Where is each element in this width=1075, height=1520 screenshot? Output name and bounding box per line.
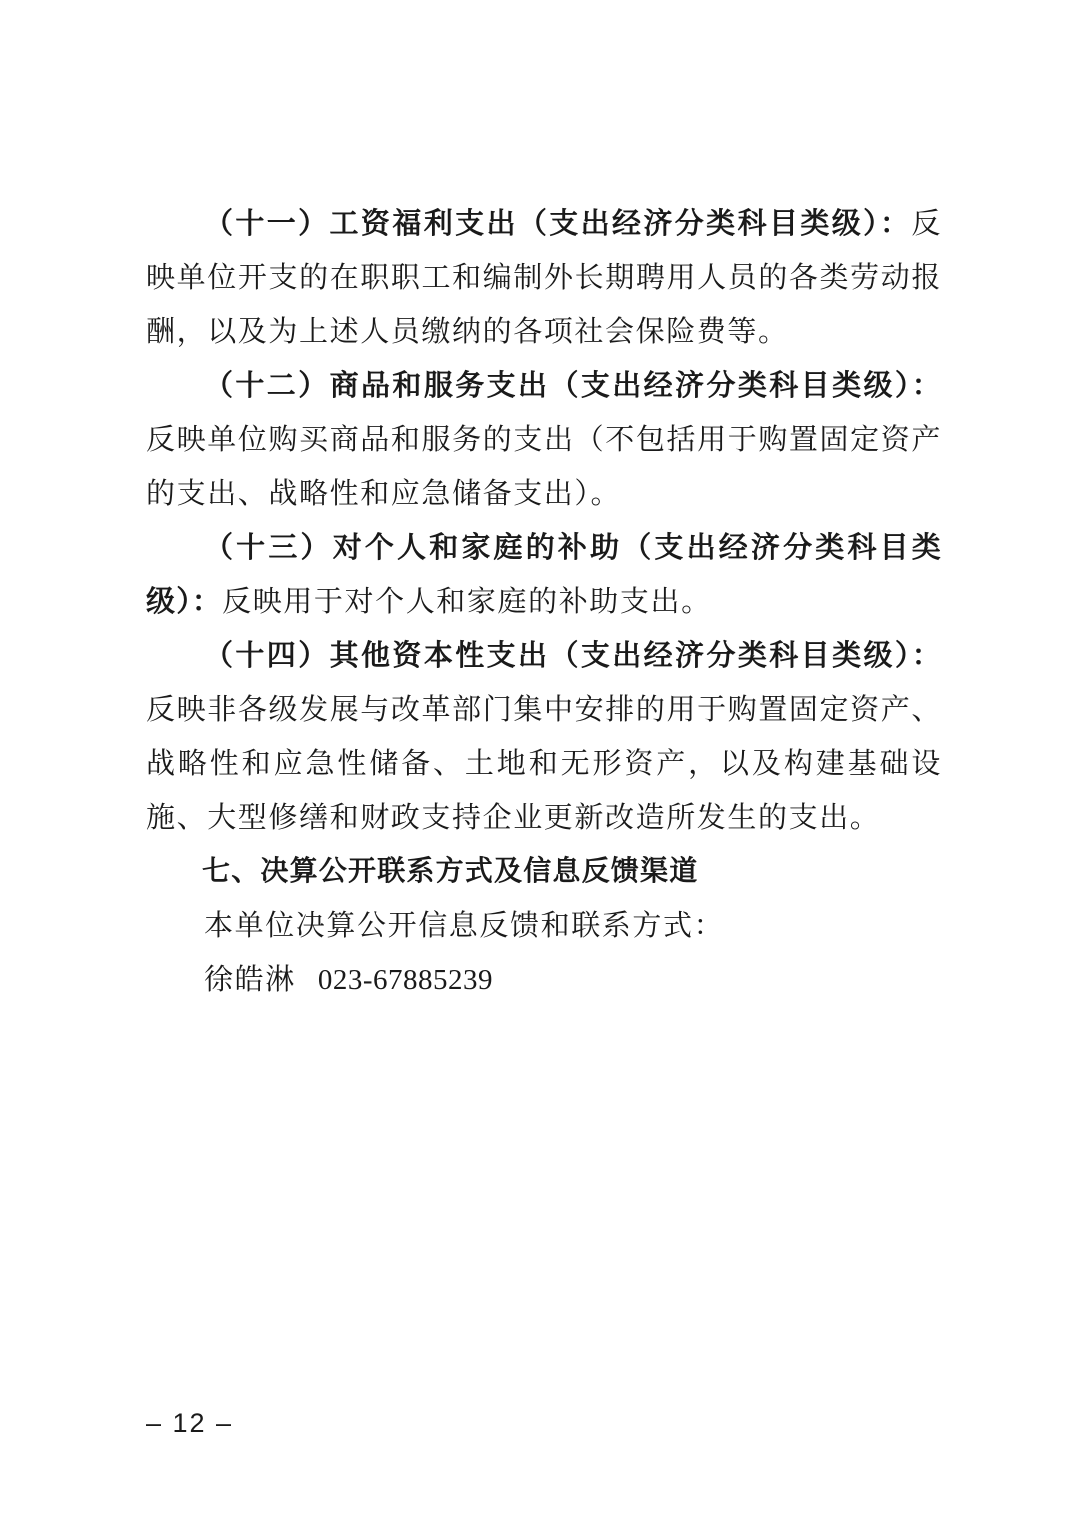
contact-phone: 023-67885239 (317, 964, 493, 996)
item-thirteen-text: 反映用于对个人和家庭的补助支出。 (222, 584, 712, 618)
document-body (146, 196, 942, 1007)
item-fourteen-lead: （十四）其他资本性支出（支出经济分类科目类级）： (204, 638, 942, 672)
contact-name: 徐皓淋 (204, 962, 296, 996)
item-eleven-lead: （十一）工资福利支出（支出经济分类科目类级）： (204, 206, 912, 240)
contact-intro: 本单位决算公开信息反馈和联系方式： (204, 908, 725, 942)
item-thirteen (146, 520, 942, 628)
item-eleven-text: 反映单位开支的在职职工和编制外长期聘用人员的各类劳动报酬，以及为上述人员缴纳的各项社会保险费等。 (146, 206, 942, 348)
item-fourteen-text: 反映非各级发展与改革部门集中安排的用于购置固定资产、战略性和应急性储备、土地和无形资产，以及构建基础设施、大型修缮和财政支持企业更新改造所发生的支出。 (146, 692, 942, 834)
section-heading: 七、决算公开联系方式及信息反馈渠道 (202, 854, 699, 887)
item-fourteen (146, 628, 942, 844)
item-twelve-text: 反映单位购买商品和服务的支出（不包括用于购置固定资产的支出、战略性和应急储备支出）。 (146, 422, 942, 510)
item-twelve (146, 358, 942, 520)
item-twelve-lead: （十二）商品和服务支出（支出经济分类科目类级）： (204, 368, 942, 402)
contact-line (146, 952, 942, 1007)
item-thirteen-lead: （十三）对个人和家庭的补助（支出经济分类科目类级）： (146, 530, 942, 618)
page-number: – 12 – (146, 1408, 234, 1438)
item-eleven (146, 196, 942, 358)
